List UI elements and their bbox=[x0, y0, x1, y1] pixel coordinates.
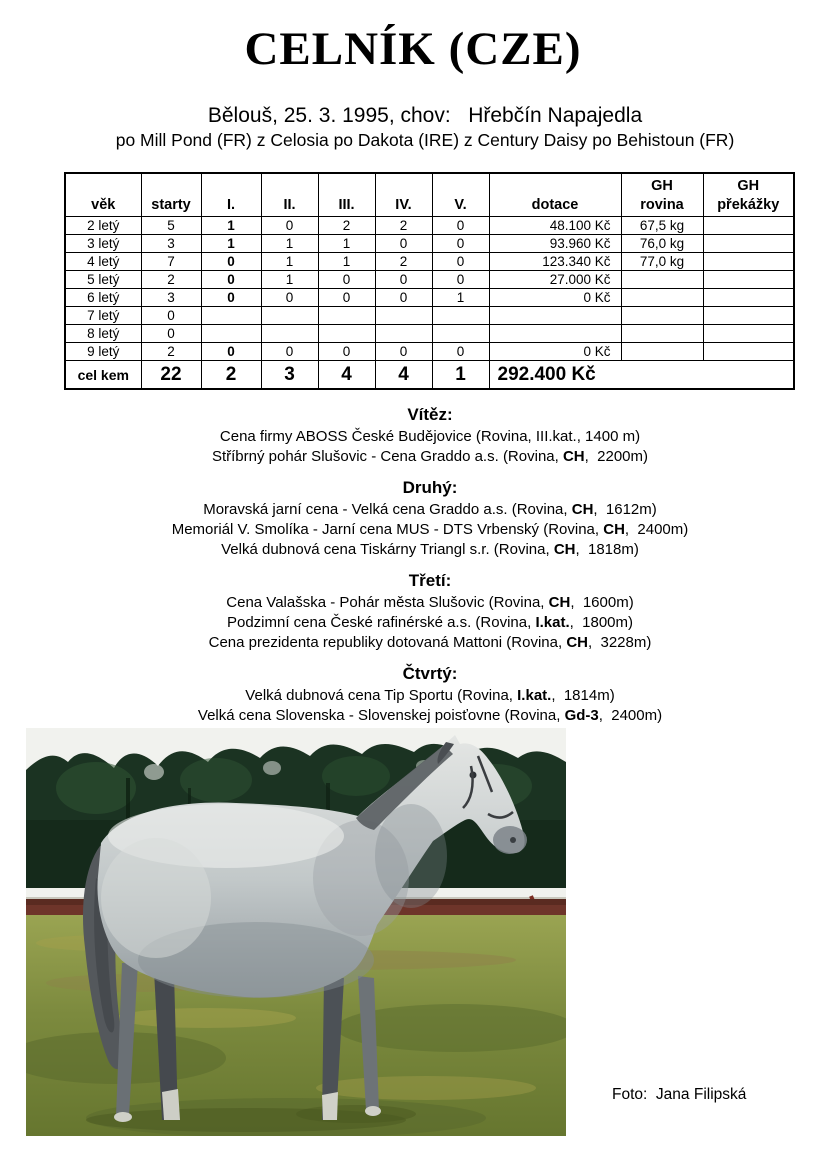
table-cell bbox=[703, 253, 794, 271]
result-section bbox=[35, 663, 825, 726]
table-cell: 0 bbox=[375, 235, 432, 253]
column-header: II. bbox=[261, 173, 318, 217]
column-header: GH překážky bbox=[703, 173, 794, 217]
column-header: V. bbox=[432, 173, 489, 217]
table-cell bbox=[621, 325, 703, 343]
table-cell: 0 bbox=[375, 271, 432, 289]
section-heading: Vítěz: bbox=[407, 405, 453, 424]
table-cell: 2 letý bbox=[65, 217, 141, 235]
table-cell: 2 bbox=[201, 361, 261, 390]
table-cell: 27.000 Kč bbox=[489, 271, 621, 289]
table-cell: 0 bbox=[201, 271, 261, 289]
result-section bbox=[35, 570, 825, 653]
result-section bbox=[35, 477, 825, 560]
table-cell: 0 bbox=[201, 289, 261, 307]
race-result-line: Podzimní cena České rafinérské a.s. (Rovina, I.kat., 1800m) bbox=[226, 614, 634, 631]
table-cell: 0 bbox=[432, 217, 489, 235]
table-row bbox=[65, 289, 794, 307]
table-cell: 0 bbox=[201, 253, 261, 271]
race-result-line: Velká cena Slovenska - Slovenskej poisťovne (Rovina, Gd-3, 2400m) bbox=[197, 707, 663, 724]
table-cell: 0 bbox=[432, 235, 489, 253]
table-cell: 2 bbox=[141, 343, 201, 361]
table-cell bbox=[261, 325, 318, 343]
table-cell: 1 bbox=[318, 253, 375, 271]
table-cell: 1 bbox=[261, 253, 318, 271]
table-cell bbox=[201, 325, 261, 343]
race-result-line: Cena Valašska - Pohár města Slušovic (Rovina, CH, 1600m) bbox=[226, 594, 634, 611]
table-cell bbox=[703, 271, 794, 289]
table-cell: 3 bbox=[141, 235, 201, 253]
column-header: III. bbox=[318, 173, 375, 217]
results-table-body bbox=[65, 173, 794, 389]
table-cell: cel kem bbox=[65, 361, 141, 390]
table-cell: 1 bbox=[432, 289, 489, 307]
table-cell bbox=[489, 307, 621, 325]
table-cell bbox=[621, 289, 703, 307]
table-cell bbox=[621, 343, 703, 361]
race-result-line: Cena firmy ABOSS České Budějovice (Rovina, III.kat., 1400 m) bbox=[219, 428, 641, 445]
table-cell: 0 bbox=[375, 343, 432, 361]
results-table bbox=[64, 172, 795, 390]
column-header: věk bbox=[65, 173, 141, 217]
table-cell: 0 Kč bbox=[489, 289, 621, 307]
table-cell: 6 letý bbox=[65, 289, 141, 307]
race-result-line: Moravská jarní cena - Velká cena Graddo a.s. (Rovina, CH, 1612m) bbox=[203, 501, 657, 518]
table-cell: 48.100 Kč bbox=[489, 217, 621, 235]
table-cell: 3 letý bbox=[65, 235, 141, 253]
table-cell: 3 bbox=[261, 361, 318, 390]
table-cell: 0 bbox=[261, 343, 318, 361]
column-header: GH rovina bbox=[621, 173, 703, 217]
table-cell: 0 bbox=[375, 289, 432, 307]
table-cell: 1 bbox=[261, 235, 318, 253]
horse-description-line: Bělouš, 25. 3. 1995, chov: Hřebčín Napajedla bbox=[207, 104, 643, 127]
table-row bbox=[65, 343, 794, 361]
table-cell: 9 letý bbox=[65, 343, 141, 361]
table-cell: 5 letý bbox=[65, 271, 141, 289]
table-cell: 22 bbox=[141, 361, 201, 390]
table-cell: 0 bbox=[432, 343, 489, 361]
section-heading: Třetí: bbox=[408, 571, 452, 590]
table-cell: 7 letý bbox=[65, 307, 141, 325]
table-row bbox=[65, 253, 794, 271]
horse-photo bbox=[26, 728, 566, 1136]
section-heading: Druhý: bbox=[402, 478, 458, 497]
race-result-line: Velká dubnová cena Tiskárny Triangl s.r. (Rovina, CH, 1818m) bbox=[221, 541, 639, 558]
header-row bbox=[65, 173, 794, 217]
column-header: starty bbox=[141, 173, 201, 217]
table-cell: 0 bbox=[318, 271, 375, 289]
table-cell bbox=[703, 325, 794, 343]
table-cell bbox=[703, 307, 794, 325]
page-title: CELNÍK (CZE) bbox=[244, 23, 582, 75]
table-cell bbox=[318, 307, 375, 325]
section-heading: Čtvrtý: bbox=[402, 664, 458, 683]
column-header: dotace bbox=[489, 173, 621, 217]
pedigree-line: po Mill Pond (FR) z Celosia po Dakota (IRE) z Century Daisy po Behistoun (FR) bbox=[115, 130, 735, 150]
table-cell: 67,5 kg bbox=[621, 217, 703, 235]
table-cell: 0 bbox=[141, 307, 201, 325]
table-cell bbox=[621, 271, 703, 289]
table-cell bbox=[703, 343, 794, 361]
table-cell bbox=[489, 325, 621, 343]
column-header: I. bbox=[201, 173, 261, 217]
table-cell: 0 Kč bbox=[489, 343, 621, 361]
table-cell: 1 bbox=[432, 361, 489, 390]
table-cell bbox=[703, 235, 794, 253]
photo-credit: Foto: Jana Filipská bbox=[612, 1086, 747, 1103]
table-cell: 0 bbox=[318, 343, 375, 361]
table-cell bbox=[375, 307, 432, 325]
table-cell bbox=[318, 325, 375, 343]
table-row bbox=[65, 271, 794, 289]
table-cell: 1 bbox=[201, 235, 261, 253]
table-cell: 76,0 kg bbox=[621, 235, 703, 253]
table-cell: 4 bbox=[318, 361, 375, 390]
table-cell bbox=[432, 307, 489, 325]
table-cell: 0 bbox=[318, 289, 375, 307]
table-cell: 123.340 Kč bbox=[489, 253, 621, 271]
table-cell: 1 bbox=[318, 235, 375, 253]
table-row bbox=[65, 325, 794, 343]
table-cell: 2 bbox=[375, 253, 432, 271]
result-section bbox=[35, 404, 825, 467]
table-cell bbox=[703, 217, 794, 235]
table-cell: 2 bbox=[318, 217, 375, 235]
column-header: IV. bbox=[375, 173, 432, 217]
table-cell: 0 bbox=[432, 253, 489, 271]
table-cell: 93.960 Kč bbox=[489, 235, 621, 253]
race-result-line: Cena prezidenta republiky dotovaná Mattoni (Rovina, CH, 3228m) bbox=[208, 634, 652, 651]
table-cell: 0 bbox=[261, 289, 318, 307]
table-cell: 0 bbox=[432, 271, 489, 289]
table-row bbox=[65, 235, 794, 253]
table-cell: 1 bbox=[201, 217, 261, 235]
race-sections bbox=[35, 404, 825, 736]
race-result-line: Stříbrný pohár Slušovic - Cena Graddo a.s. (Rovina, CH, 2200m) bbox=[211, 448, 649, 465]
table-cell bbox=[621, 307, 703, 325]
table-cell: 1 bbox=[261, 271, 318, 289]
table-cell: 292.400 Kč bbox=[489, 361, 794, 390]
table-cell: 2 bbox=[141, 271, 201, 289]
table-cell: 0 bbox=[201, 343, 261, 361]
table-cell bbox=[703, 289, 794, 307]
race-result-line: Memoriál V. Smolíka - Jarní cena MUS - DTS Vrbenský (Rovina, CH, 2400m) bbox=[171, 521, 689, 538]
table-cell bbox=[201, 307, 261, 325]
table-cell bbox=[432, 325, 489, 343]
table-cell: 2 bbox=[375, 217, 432, 235]
race-result-line: Velká dubnová cena Tip Sportu (Rovina, I.kat., 1814m) bbox=[245, 687, 615, 704]
table-cell bbox=[375, 325, 432, 343]
table-cell: 3 bbox=[141, 289, 201, 307]
table-cell: 7 bbox=[141, 253, 201, 271]
totals-row bbox=[65, 361, 794, 390]
table-cell: 77,0 kg bbox=[621, 253, 703, 271]
table-cell: 0 bbox=[141, 325, 201, 343]
table-cell bbox=[261, 307, 318, 325]
table-cell: 8 letý bbox=[65, 325, 141, 343]
table-row bbox=[65, 307, 794, 325]
table-cell: 4 letý bbox=[65, 253, 141, 271]
table-row bbox=[65, 217, 794, 235]
table-cell: 4 bbox=[375, 361, 432, 390]
table-cell: 5 bbox=[141, 217, 201, 235]
table-cell: 0 bbox=[261, 217, 318, 235]
